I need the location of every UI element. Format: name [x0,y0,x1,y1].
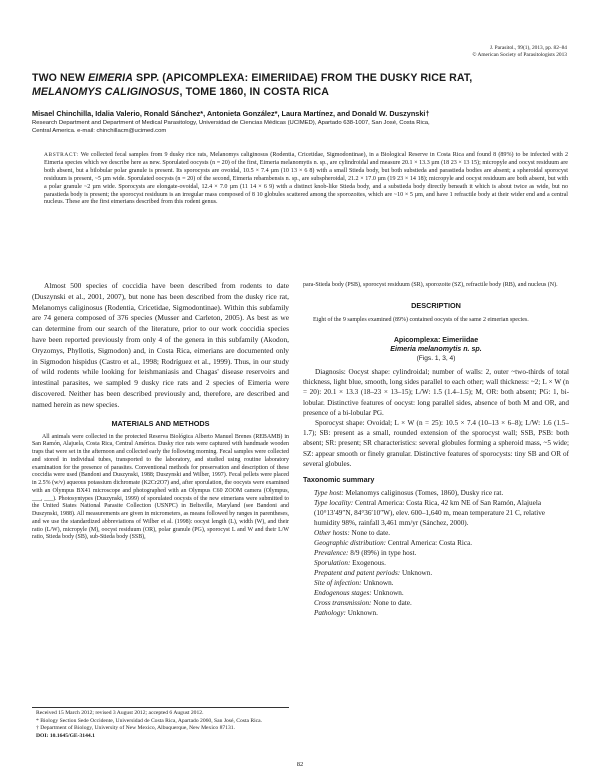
journal-copyright: © American Society of Parasitologists 2013 [472,52,567,58]
journal-citation: J. Parasitol., 99(1), 2013, pp. 82–84 [489,45,567,51]
taxon-group: Apicomplexa: Eimeriidae [393,336,479,344]
tax-item [303,538,569,548]
tax-label: Type host: [314,489,344,498]
tax-value: None to date. [373,599,412,608]
tax-item [303,488,569,498]
tax-value: Central America: Costa Rica, 42 km NE of San Ramón, Alajuela (10°13′49″N, 84°36′10″W), elev. 600–1,640 m, mean temperature 21 C, relative humidity 98%, rainfall 3,461 mm/yr (Sánchez, 2000). [314,499,545,528]
received-dates: Received 15 March 2012; revised 3 August 2012; accepted 6 August 2012. [36,710,204,716]
methods-heading: MATERIALS AND METHODS [111,418,210,428]
tax-label: Prepatent and patent periods: [314,569,401,578]
methods-paragraph: All animals were collected in the protected Reserva Biológica Alberto Manuel Brenes (REBAMB) in San Ramón, Alajuela, Costa Rica, Central América. Dusky rice rats were captured with handmade wooden traps that were set in the afternoon and collected early the following morning. Fecal samples were collected and stored in individual tubes, transported to the laboratory, and studied using routine laboratory examination for the presence of parasites. Conventional methods for preservation and description of these coccidia were used (Bandoni and Duszynski, 1988; Duszynski and Wilber, 1997). Fecal pellets were placed in 2.5% (w/v) aqueous potassium dichromate (K2Cr2O7) and, after sporulation, the oocysts were examined with an Olympus BX41 microscope and photographed with an Olympus C60 ZOOM camera (Olympus, ___, ___). Photosyntypes (Duszynski, 1999) of sporulated oocysts of the new eimerians were submitted to the United States National Parasite Collection (USNPC) in Beltsville, Maryland (see Bandoni and Duszynski, 1988). All measurements are given in micrometers, as means followed by ranges in parentheses, and we use the standardized abbreviations of Wilber et al. (1998): oocyst length (L), width (W), and their ratio (L/W), micropyle (M), oocyst residuum (OR), polar granule (PG), sporocyst L and W and their L/W ratio, Stieda body (SB), sub-Stieda body (SSB), [32,433,289,541]
title-part: SPP. (APICOMPLEXA: EIMERIIDAE) FROM THE DUSKY RICE RAT, [132,72,473,84]
journal-header [472,45,567,59]
tax-item [303,498,569,528]
tax-item [303,588,569,598]
title-part: TWO NEW [32,72,89,84]
affiliation-line: Research Department and Department of Medical Parasitology, Universidad de Ciencias Médicas (UCIMED), Apartado 638-1007, San José, Costa Rica, [32,120,430,126]
tax-item [303,548,569,558]
taxonomic-summary-heading: Taxonomic summary [303,475,375,485]
author-list: Misael Chinchilla, Idalia Valerio, Ronald Sánchez*, Antonieta González*, Laura Martínez, and Donald W. Duszynski† [32,109,430,118]
title-genus: EIMERIA [88,72,133,84]
left-column [32,281,289,542]
taxonomic-summary-list [303,488,569,618]
introduction-paragraph: Almost 500 species of coccidia have been described from rodents to date (Duszynski et al., 2001, 2007), but none has been described from the dusky rice rat, Melanomys caliginosus (Rodentia, Cricetidae, Sigmodontinae). Within this subfamily are 74 genera composed of 376 species (Musser and Carleton, 2005). As best as we can determine from our search of the literature, prior to our work coccidia species have been reported previously from only 4 of the genera in this subfamily (Akodon, Oryzomys, Phyllotis, Sigmodon) and, in Costa Rica, eimerians are documented only in Sigmodon hispidus (Castro et al., 1998; Rodríguez et al., 1999). Thus, in our study of wild rodents while looking for leishmaniasis and Chagas' disease reservoirs and intestinal parasites, we sampled 9 dusky rice rats and 2 species of Eimeria were discovered. Neither has been described previously and, therefore, are described and named herein as new species. [32,281,289,409]
diagnosis-paragraph: Diagnosis: Oocyst shape: cylindroidal; number of walls: 2, outer ~two-thirds of total thickness, light blue, smooth, long sides parallel to each other; wall thickness: ~2; L × W (n = 20): 20.1 × 13.3 (18–23 × 13–15); L/W: 1.5 (1.4–1.5); M, OR: both absent; PG: 1, bi-lobular. Distinctive features of oocyst: long parallel sides, absence of both M and OR, and presence of a bi-lobular PG. [303,368,569,417]
tax-item [303,608,569,618]
footnote-2: † Department of Biology, University of New Mexico, Albuquerque, New Mexico 87131. [36,725,235,731]
tax-value: None to date. [351,529,391,538]
figure-reference: (Figs. 1, 3, 4) [416,355,456,362]
tax-label: Pathology: [314,609,346,618]
abbreviations-continued: para-Stieda body (PSB), sporocyst residuum (SR), sporozoite (SZ), refractile body (RB), and nucleus (N). [303,282,558,288]
tax-value: Unknown. [347,609,378,618]
tax-value: 8/9 (89%) in type host. [350,549,417,558]
sporocyst-paragraph: Sporocyst shape: Ovoidal; L × W (n = 25): 10.5 × 7.4 (10–13 × 6–8); L/W: 1.6 (1.5–1.7); SB: present as a small, rounded extension of the sporocyst wall; SSB, PSB: both absent; SR: present; SR characteristics: several globules forming a spheroid mass, ~5 wide; SZ: appear smooth or finely granular. Distinctive features of sporocysts: tiny SB and OR of several globules. [303,419,569,468]
tax-value: Unknown. [401,569,433,578]
right-column [303,281,569,618]
description-heading: DESCRIPTION [411,301,461,310]
footnotes [32,707,289,740]
tax-label: Sporulation: [314,559,351,568]
article-title [32,71,572,99]
page-number: 82 [296,761,304,768]
affiliation-line: Central America. e-mail: chinchillacm@ucimed.com [32,127,167,134]
tax-value: Melanomys caliginosus (Tomes, 1860), Dusky rice rat. [345,489,504,498]
tax-label: Type locality: [314,499,354,508]
tax-value: Unknown. [373,589,404,598]
abstract [44,152,568,207]
tax-item [303,578,569,588]
species-heading: Eimeria melanomytis n. sp. [390,345,482,353]
tax-item [303,558,569,568]
tax-label: Cross transmission: [314,599,372,608]
tax-value: Central America: Costa Rica. [387,539,473,548]
doi: DOI: 10.1645/GE-3144.1 [36,732,95,739]
description-paragraph: Eight of the 9 samples examined (89%) contained oocysts of the same 2 eimerian species. [313,317,529,323]
footnote-1: * Biology Section Sede Occidente, Universidad de Costa Rica, Apartado 2060, San José, Costa Rica. [36,717,263,724]
tax-label: Other hosts: [314,529,350,538]
abstract-text: We collected fecal samples from 9 dusky rice rats, Melanomys caliginosus (Rodentia, Cricetidae, Sigmodontinae), in a Biological Reserve in Costa Rica and found 8 (89%) to be infected with 2 Eimeria species which we describe here as new. Sporulated oocysts (n = 20) of the first, Eimeria melanomytis n. sp., are cylindroidal and measure 20.1 × 13.3 µm (18 23 × 13 15); micropyle and oocyst residuum are both absent, but a bilobular polar granule is present. Its sporocysts are ovoidal, 10.5 × 7.4 µm (10 13 × 6 8) with a small Stieda body, but both substieda and parastieda bodies are absent; a spheroidal sporocyst residuum is present, ~5 µm wide. Sporulated oocysts (n = 20) of the second, Eimeria rebambensis n. sp., are subspheroidal, 21.2 × 17.0 µm (19 23 × 14 18); micropyle and oocyst residuum are both absent, but with a polar granule ~2 µm wide. Sporocysts are elongate-ovoidal, 12.4 × 7.0 µm (11 14 × 6 9) with a distinct knob-like Stieda body, and a substieda body directly beneath it which is about twice as wide, but no parastieda body is present; the sporocyst residuum is an irregular mass composed of 8 10 globules scattered among the sporozoites, which are ~10 × 5 µm, and have 1 refractile body at their wider end and a central nucleus. These are the first eimerians described from this rodent genus. [44,152,568,206]
tax-value: Exogenous. [352,559,386,568]
tax-label: Prevalence: [314,549,349,558]
tax-value: Unknown. [363,579,394,588]
title-species: MELANOMYS CALIGINOSUS [32,86,180,98]
affiliation [32,120,572,135]
tax-item [303,598,569,608]
tax-label: Site of infection: [314,579,362,588]
tax-item [303,528,569,538]
tax-label: Endogenous stages: [314,589,372,598]
title-part: , TOME 1860, IN COSTA RICA [179,86,330,98]
abstract-label: ABSTRACT: [44,152,79,158]
tax-item [303,568,569,578]
tax-label: Geographic distribution: [314,539,387,548]
